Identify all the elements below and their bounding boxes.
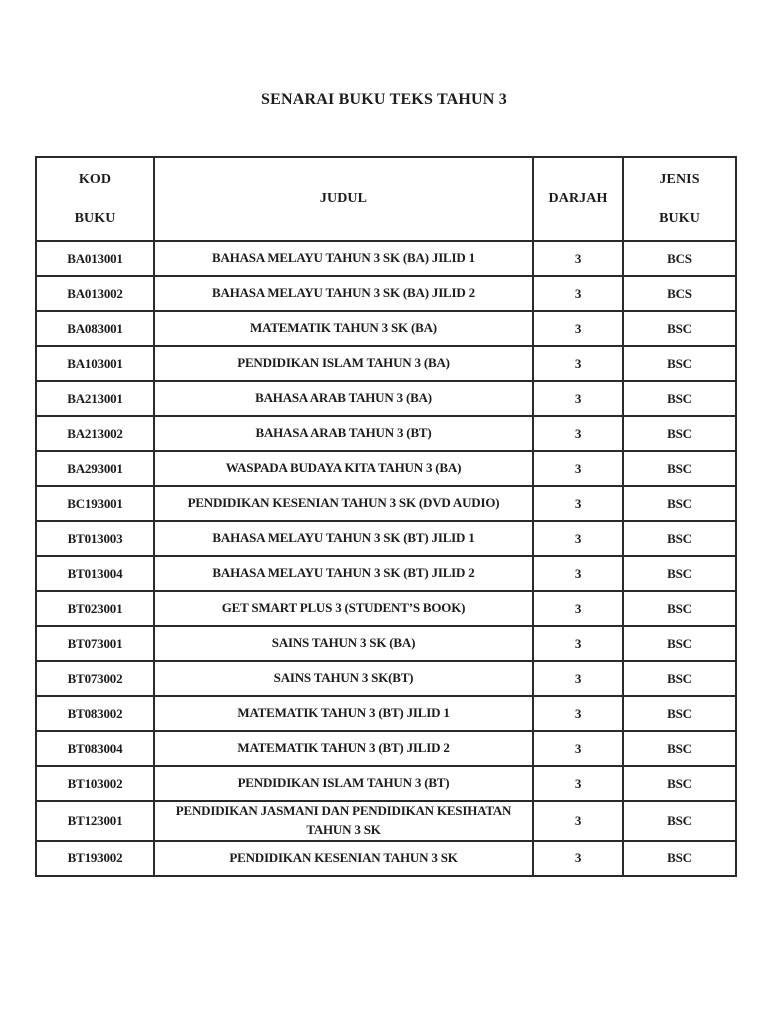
jenis-buku-cell: BSC bbox=[623, 486, 736, 521]
table-row bbox=[36, 591, 736, 626]
jenis-buku-cell: BSC bbox=[623, 346, 736, 381]
col-header-judul-line1: JUDUL bbox=[319, 191, 368, 206]
judul-cell: PENDIDIKAN JASMANI DAN PENDIDIKAN KESIHATAN TAHUN 3 SK bbox=[154, 801, 533, 841]
table-row bbox=[36, 311, 736, 346]
darjah-cell: 3 bbox=[533, 801, 623, 841]
judul-cell: SAINS TAHUN 3 SK (BA) bbox=[154, 626, 533, 661]
kod-buku-cell: BA083001 bbox=[36, 311, 154, 346]
col-header-darjah-line1: DARJAH bbox=[548, 191, 608, 206]
kod-buku-cell: BT073001 bbox=[36, 626, 154, 661]
darjah-cell: 3 bbox=[533, 626, 623, 661]
judul-cell: SAINS TAHUN 3 SK(BT) bbox=[154, 661, 533, 696]
table-row bbox=[36, 451, 736, 486]
darjah-cell: 3 bbox=[533, 766, 623, 801]
jenis-buku-cell: BSC bbox=[623, 731, 736, 766]
judul-cell: MATEMATIK TAHUN 3 (BT) JILID 1 bbox=[154, 696, 533, 731]
judul-cell: PENDIDIKAN ISLAM TAHUN 3 (BA) bbox=[154, 346, 533, 381]
judul-cell: BAHASA MELAYU TAHUN 3 SK (BA) JILID 2 bbox=[154, 276, 533, 311]
judul-cell: PENDIDIKAN KESENIAN TAHUN 3 SK (DVD AUDIO) bbox=[154, 486, 533, 521]
kod-buku-cell: BA013001 bbox=[36, 241, 154, 276]
col-header-kod-buku-line1: KOD bbox=[78, 171, 112, 187]
jenis-buku-cell: BSC bbox=[623, 311, 736, 346]
jenis-buku-cell: BSC bbox=[623, 696, 736, 731]
table-row bbox=[36, 841, 736, 876]
darjah-cell: 3 bbox=[533, 841, 623, 876]
jenis-buku-cell: BSC bbox=[623, 556, 736, 591]
table-header-row bbox=[36, 157, 736, 241]
table-row bbox=[36, 416, 736, 451]
kod-buku-cell: BT083004 bbox=[36, 731, 154, 766]
judul-cell: BAHASA ARAB TAHUN 3 (BA) bbox=[154, 381, 533, 416]
kod-buku-cell: BC193001 bbox=[36, 486, 154, 521]
darjah-cell: 3 bbox=[533, 346, 623, 381]
judul-cell: WASPADA BUDAYA KITA TAHUN 3 (BA) bbox=[154, 451, 533, 486]
table-row bbox=[36, 766, 736, 801]
kod-buku-cell: BT073002 bbox=[36, 661, 154, 696]
darjah-cell: 3 bbox=[533, 591, 623, 626]
darjah-cell: 3 bbox=[533, 661, 623, 696]
col-header-judul bbox=[154, 157, 533, 241]
jenis-buku-cell: BSC bbox=[623, 451, 736, 486]
kod-buku-cell: BT123001 bbox=[36, 801, 154, 841]
kod-buku-cell: BA103001 bbox=[36, 346, 154, 381]
table-row bbox=[36, 486, 736, 521]
col-header-jenis-buku-line1: JENIS bbox=[659, 171, 700, 187]
table-row bbox=[36, 276, 736, 311]
jenis-buku-cell: BSC bbox=[623, 801, 736, 841]
darjah-cell: 3 bbox=[533, 451, 623, 486]
judul-cell: MATEMATIK TAHUN 3 SK (BA) bbox=[154, 311, 533, 346]
jenis-buku-cell: BSC bbox=[623, 661, 736, 696]
darjah-cell: 3 bbox=[533, 241, 623, 276]
jenis-buku-cell: BSC bbox=[623, 841, 736, 876]
table-body bbox=[36, 241, 736, 876]
table-row bbox=[36, 556, 736, 591]
jenis-buku-cell: BSC bbox=[623, 381, 736, 416]
col-header-jenis-buku bbox=[623, 157, 736, 241]
table-row bbox=[36, 801, 736, 841]
darjah-cell: 3 bbox=[533, 416, 623, 451]
kod-buku-cell: BA293001 bbox=[36, 451, 154, 486]
darjah-cell: 3 bbox=[533, 276, 623, 311]
judul-cell: MATEMATIK TAHUN 3 (BT) JILID 2 bbox=[154, 731, 533, 766]
document-title: SENARAI BUKU TEKS TAHUN 3 bbox=[261, 91, 507, 108]
kod-buku-cell: BA013002 bbox=[36, 276, 154, 311]
col-header-darjah bbox=[533, 157, 623, 241]
judul-cell: BAHASA ARAB TAHUN 3 (BT) bbox=[154, 416, 533, 451]
jenis-buku-cell: BSC bbox=[623, 416, 736, 451]
kod-buku-cell: BT013004 bbox=[36, 556, 154, 591]
table-row bbox=[36, 696, 736, 731]
judul-cell: PENDIDIKAN KESENIAN TAHUN 3 SK bbox=[154, 841, 533, 876]
darjah-cell: 3 bbox=[533, 311, 623, 346]
kod-buku-cell: BT013003 bbox=[36, 521, 154, 556]
kod-buku-cell: BT023001 bbox=[36, 591, 154, 626]
kod-buku-cell: BT103002 bbox=[36, 766, 154, 801]
darjah-cell: 3 bbox=[533, 521, 623, 556]
table-row bbox=[36, 346, 736, 381]
jenis-buku-cell: BSC bbox=[623, 626, 736, 661]
col-header-kod-buku-line2: BUKU bbox=[74, 210, 116, 226]
jenis-buku-cell: BSC bbox=[623, 521, 736, 556]
table-row bbox=[36, 626, 736, 661]
darjah-cell: 3 bbox=[533, 731, 623, 766]
judul-cell: GET SMART PLUS 3 (STUDENT’S BOOK) bbox=[154, 591, 533, 626]
col-header-jenis-buku-line2: BUKU bbox=[659, 210, 700, 226]
table-row bbox=[36, 521, 736, 556]
table-row bbox=[36, 661, 736, 696]
jenis-buku-cell: BCS bbox=[623, 276, 736, 311]
textbook-table bbox=[35, 156, 737, 877]
col-header-kod-buku bbox=[36, 157, 154, 241]
darjah-cell: 3 bbox=[533, 381, 623, 416]
table-row bbox=[36, 241, 736, 276]
judul-cell: BAHASA MELAYU TAHUN 3 SK (BT) JILID 2 bbox=[154, 556, 533, 591]
table-row bbox=[36, 381, 736, 416]
judul-cell: BAHASA MELAYU TAHUN 3 SK (BT) JILID 1 bbox=[154, 521, 533, 556]
kod-buku-cell: BA213002 bbox=[36, 416, 154, 451]
darjah-cell: 3 bbox=[533, 486, 623, 521]
darjah-cell: 3 bbox=[533, 556, 623, 591]
judul-cell: BAHASA MELAYU TAHUN 3 SK (BA) JILID 1 bbox=[154, 241, 533, 276]
kod-buku-cell: BT083002 bbox=[36, 696, 154, 731]
judul-cell: PENDIDIKAN ISLAM TAHUN 3 (BT) bbox=[154, 766, 533, 801]
table-row bbox=[36, 731, 736, 766]
kod-buku-cell: BA213001 bbox=[36, 381, 154, 416]
jenis-buku-cell: BSC bbox=[623, 766, 736, 801]
jenis-buku-cell: BCS bbox=[623, 241, 736, 276]
darjah-cell: 3 bbox=[533, 696, 623, 731]
kod-buku-cell: BT193002 bbox=[36, 841, 154, 876]
jenis-buku-cell: BSC bbox=[623, 591, 736, 626]
